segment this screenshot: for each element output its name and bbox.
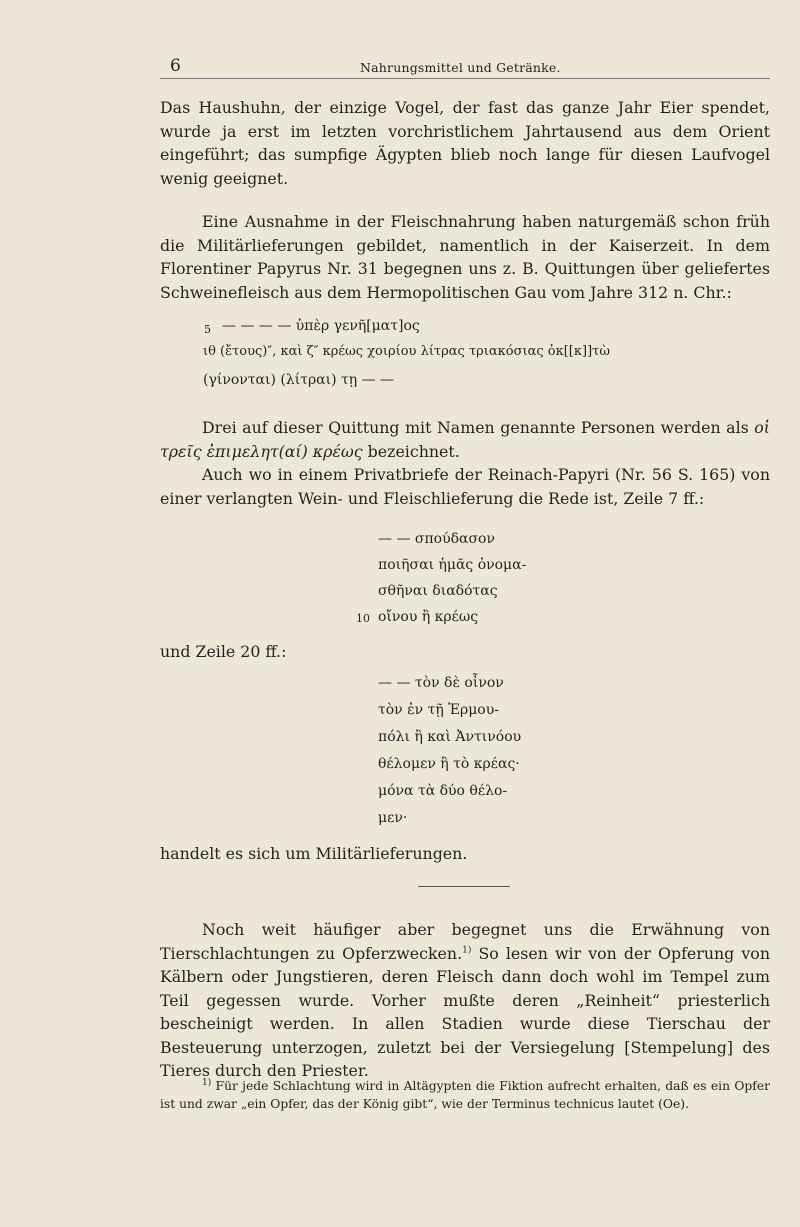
paragraph-quittung — [160, 416, 770, 463]
quote3-line3: πόλι ἢ καὶ Ἀντινόου — [378, 729, 522, 745]
page-number: 6 — [170, 56, 181, 76]
quote2-line1: — — σπούδασον — [378, 531, 495, 547]
footnote-reference: 1) — [462, 945, 472, 956]
page-header — [160, 52, 770, 79]
paragraph-quittung-post: bezeichnet. — [362, 441, 460, 461]
paragraph-haushuhn: Das Haushuhn, der einzige Vogel, der fast das ganze Jahr Eier spendet, wurde ja erst im letzten vorchristlichem Jahrtausend aus dem Orient eingeführt; das sumpfige Ägypten blieb noch lange für diesen Laufvogel wenig geeignet. — [160, 98, 770, 188]
quote2-line3: σθῆναι διαδότας — [378, 583, 498, 599]
quote3-line1: — — τὸν δὲ οἶνον — [378, 675, 504, 691]
quote2-line-number: 10 — [356, 612, 370, 625]
paragraph-zeile-20: und Zeile 20 ff.: — [160, 642, 287, 661]
quote1-line-number: 5 — [204, 323, 211, 336]
running-head: Nahrungsmittel und Getränke. — [360, 60, 561, 75]
quote3-line5: μόνα τὰ δύο θέλο- — [378, 783, 508, 799]
quote2-line2: ποιῆσαι ἡμᾶς ὀνομα- — [378, 557, 527, 573]
paragraph-reinach: Auch wo in einem Privatbriefe der Reinach-Papyri (Nr. 56 S. 165) von einer verlangten Wein- und Fleischlieferung die Rede ist, Zeile 7 ff.: — [160, 465, 770, 508]
greek-inline-term: οἱ τρεῖς ἐπιμελητ(αί) κρέως — [160, 418, 770, 461]
quote2-line4: οἴνου ἢ κρέως — [378, 609, 479, 625]
quote3-line6: μεν· — [378, 810, 408, 826]
quote1-line2: ιθ (ἔτους)″, καὶ ζ″ κρέως χοιρίου λίτρας τριακόσιας ὀκ[[κ]]τὼ — [203, 344, 610, 359]
quote1-line1: — — — — ὑπὲρ γενῆ[ματ]ος — [222, 318, 420, 334]
footnote-marker: 1) — [202, 1077, 212, 1088]
footnote-text: Für jede Schlachtung wird in Altägypten die Fiktion aufrecht erhalten, daß es ein Opfer ist und zwar „ein Opfer, das der König gibt“, wie der Terminus technicus lautet (Oe). — [160, 1079, 770, 1111]
footnote — [160, 1078, 770, 1113]
paragraph-opfer-a: Noch weit häufiger aber begegnet uns die Erwähnung von Tierschlachtungen zu Opferzwecken. — [160, 920, 770, 963]
paragraph-opfer-b: So lesen wir von der Opferung von Kälbern oder Jungstieren, deren Fleisch dann doch wohl im Tempel zum Teil gegessen wurde. Vorher mußte deren „Reinheit“ priesterlich bescheinigt werden. In allen Stadien wurde diese Tierschau der Besteuerung unterzogen, zuletzt bei der Versiegelung [Stempelung] des Tieres durch den Priester. — [160, 943, 770, 1080]
quote1-line3: (γίνονται) (λίτραι) τῃ — — — [203, 372, 395, 388]
paragraph-quittung-pre: Drei auf dieser Quittung mit Namen genannte Personen werden als — [202, 418, 755, 437]
quote3-line4: θέλομεν ἢ τὸ κρέας· — [378, 756, 520, 772]
section-divider — [418, 886, 510, 887]
paragraph-handelt: handelt es sich um Militärlieferungen. — [160, 844, 468, 863]
paragraph-militaerlieferungen: Eine Ausnahme in der Fleischnahrung haben naturgemäß schon früh die Militärlieferungen gebildet, namentlich in der Kaiserzeit. In dem Florentiner Papyrus Nr. 31 begegnen uns z. B. Quittungen über geliefertes Schweinefleisch aus dem Hermopolitischen Gau vom Jahre 312 n. Chr.: — [160, 212, 770, 302]
quote3-line2: τὸν ἐν τῇ Ἑρμου- — [378, 702, 499, 718]
paragraph-opferzwecke — [160, 918, 770, 1083]
